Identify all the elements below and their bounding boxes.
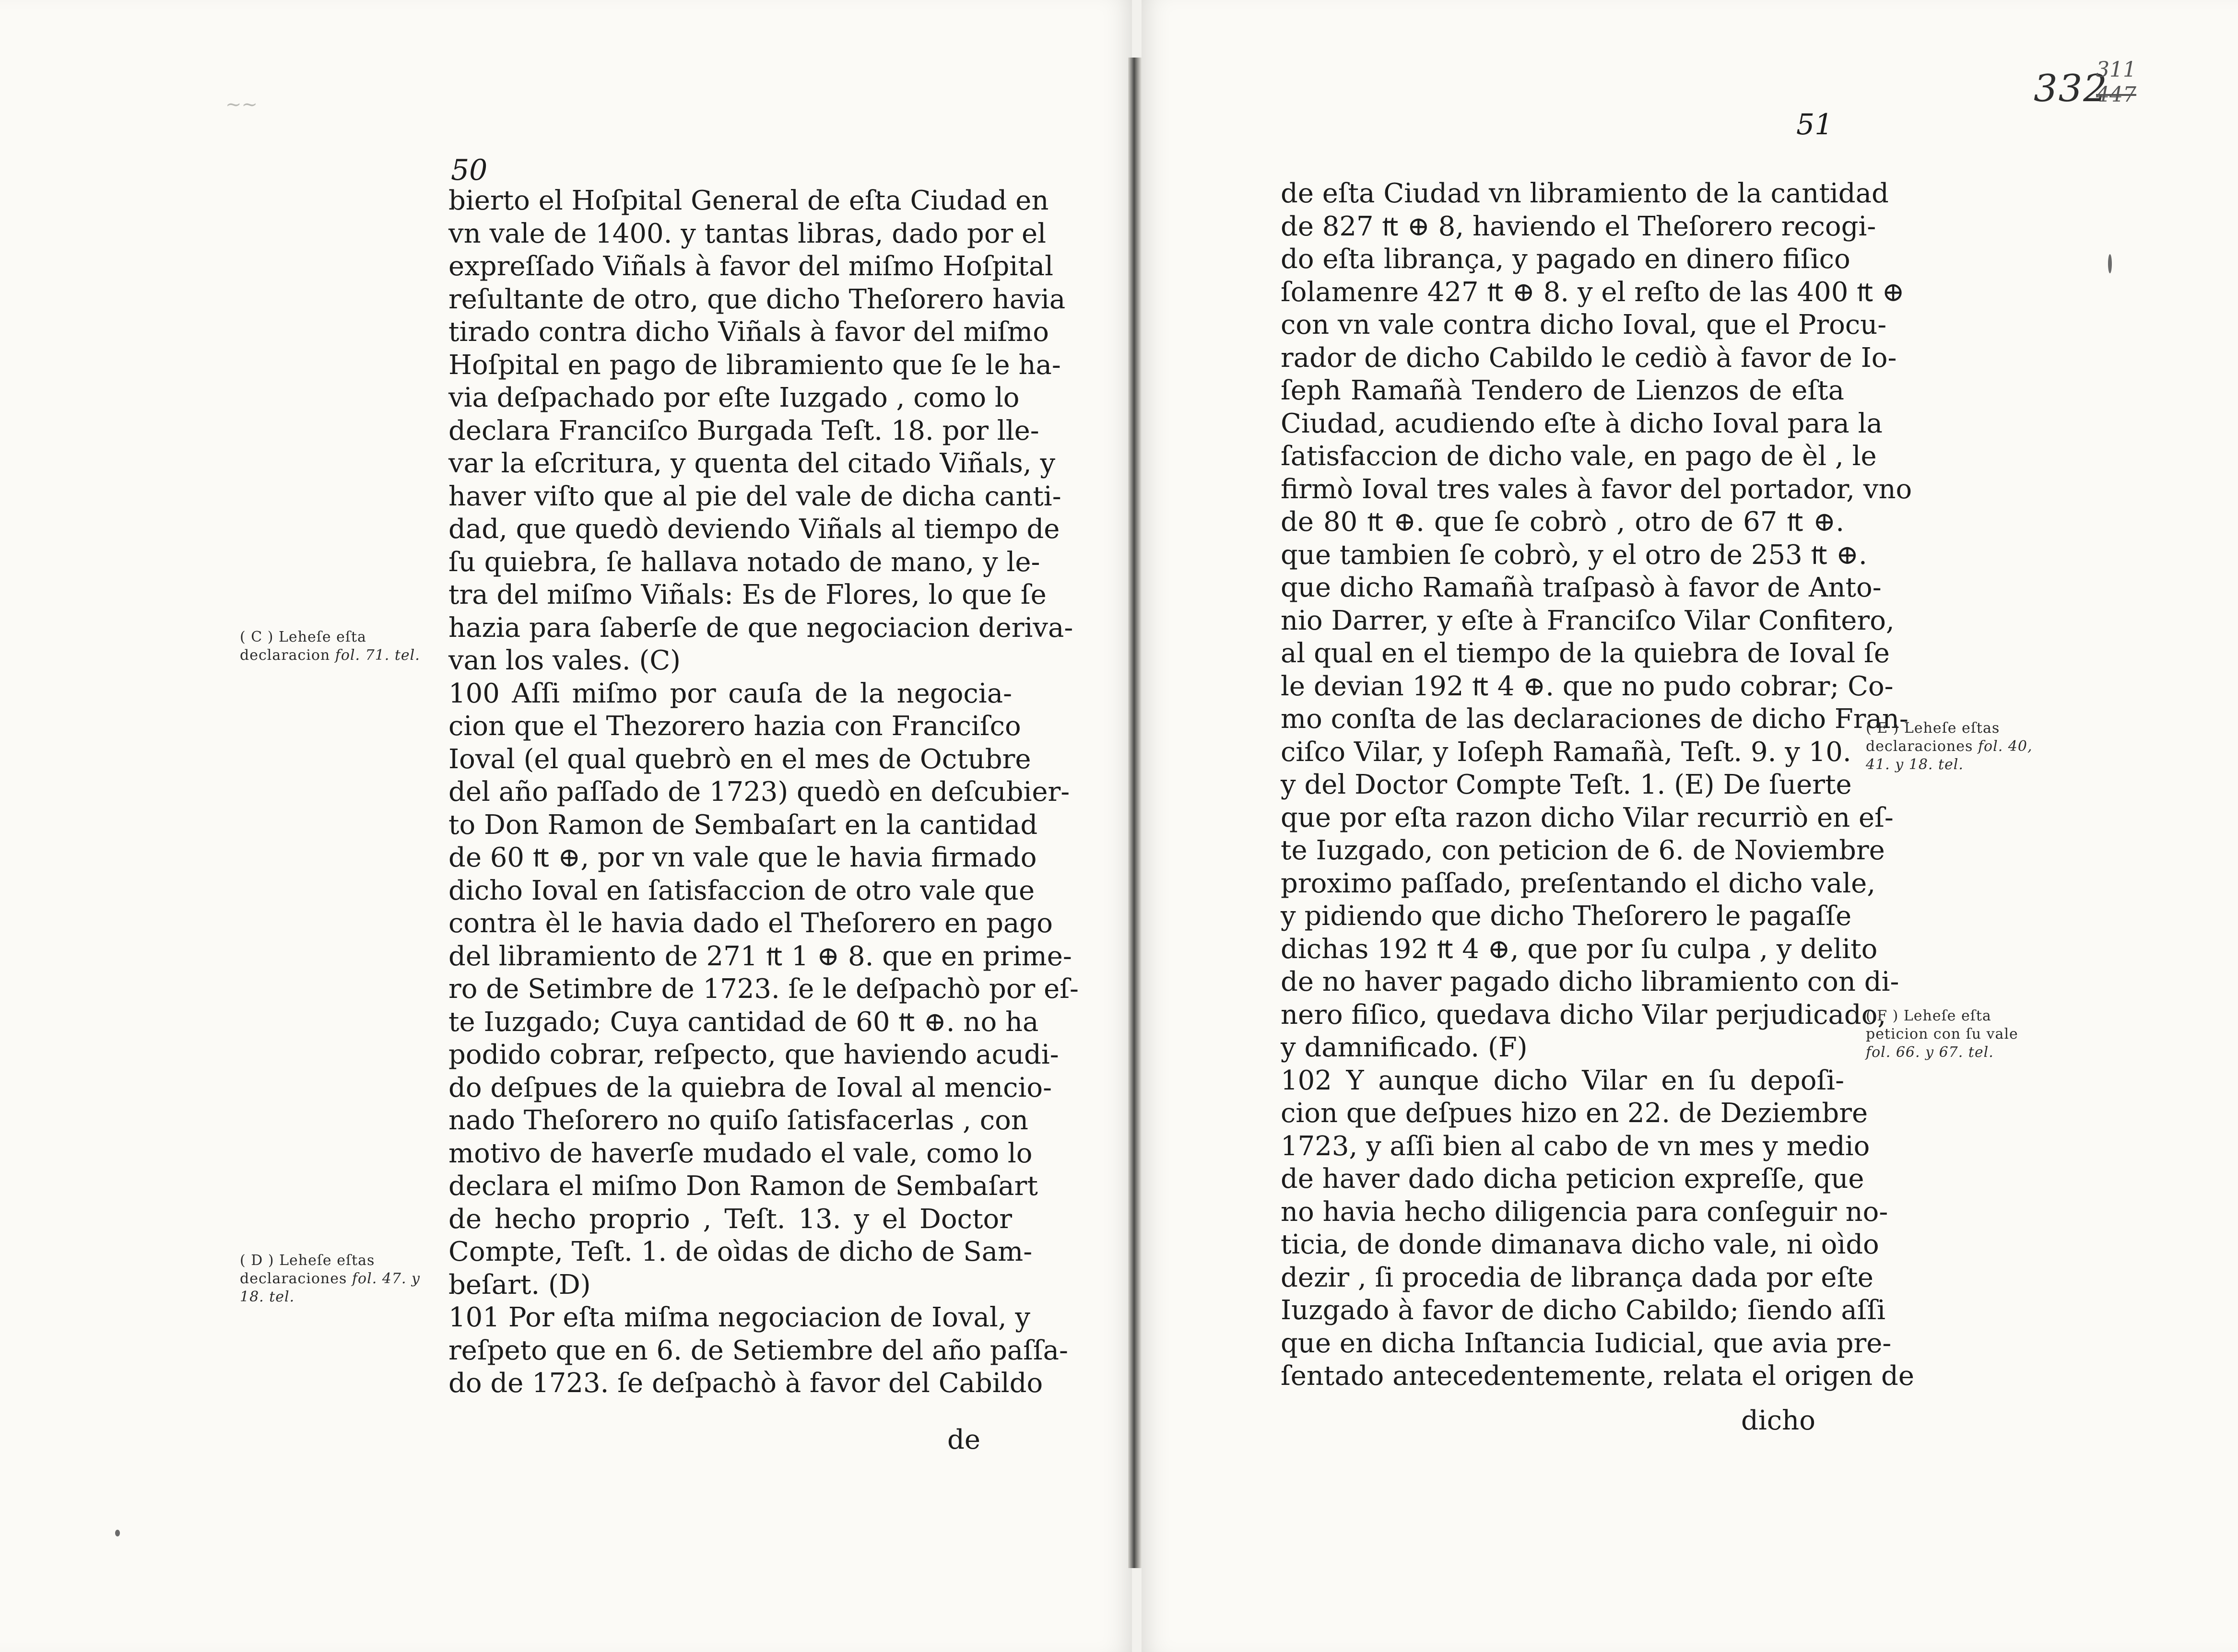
text-line: proximo paſſado, preſentando el dicho vale, xyxy=(1281,867,1876,899)
text-line: bierto el Hoſpital General de eſta Ciudad en xyxy=(448,185,1049,216)
right-catchword: dicho xyxy=(1741,1405,1815,1436)
margin-note-d-text: ( D ) Leheſe eſtas declaraciones xyxy=(240,1252,375,1287)
margin-note-c xyxy=(240,628,427,665)
text-line: de haver dado dicha peticion expreſſe, que xyxy=(1281,1163,1864,1195)
old-folio-top: 311 xyxy=(2096,58,2136,82)
text-line: de eſta Ciudad vn libramiento de la cantidad xyxy=(1281,178,1889,209)
text-line: to Don Ramon de Sembaſart en la cantidad xyxy=(448,809,1038,841)
text-line: motivo de haverſe mudado el vale, como lo xyxy=(448,1137,1033,1169)
margin-note-e xyxy=(1866,719,2048,774)
text-line: dichas 192 ₶ 4 ⊕, que por ſu culpa , y delito xyxy=(1281,933,1878,965)
text-line: nado Theſorero no quiſo ſatisfacerlas , con xyxy=(448,1105,1028,1136)
text-line: que por eſta razon dicho Vilar recurriò en eſ- xyxy=(1281,802,1894,833)
text-line: do deſpues de la quiebra de Ioval al menciο- xyxy=(448,1072,1052,1103)
text-line: de no haver pagado dicho libramiento con di- xyxy=(1281,966,1899,997)
margin-note-f-ref: fol. 66. y 67. tel. xyxy=(1866,1044,1994,1061)
text-line: declara el miſmo Don Ramon de Sembaſart xyxy=(448,1171,1038,1202)
text-line: tra del miſmo Viñals: Es de Flores, lo que ſe xyxy=(448,579,1047,610)
text-line: nio Darrer, y eſte à Franciſco Vilar Confitero, xyxy=(1281,605,1895,636)
text-line: de hecho proprio , Teſt. 13. y el Doctor xyxy=(448,1203,1012,1235)
text-line: ſu quiebra, ſe hallava notado de mano, y le- xyxy=(448,546,1040,578)
text-line: Ciudad, acudiendo eſte à dicho Ioval para la xyxy=(1281,408,1883,439)
text-line: ſentado antecedentemente, relata el origen de xyxy=(1281,1360,1915,1392)
text-line: con vn vale contra dicho Ioval, que el Procu- xyxy=(1281,309,1887,340)
old-folio-bottom: 447 xyxy=(2096,82,2136,107)
text-line: cion que el Thezorero hazia con Franciſco xyxy=(448,711,1021,742)
margin-note-f-text: ( F ) Leheſe eſta peticion con ſu vale xyxy=(1866,1008,2018,1043)
text-line: ciſco Vilar, y Ioſeph Ramañà, Teſt. 9. y 10. xyxy=(1281,736,1851,768)
right-page-text xyxy=(1281,177,1915,1393)
text-line: hazia para ſaberſe de que negociacion deriva- xyxy=(448,612,1073,644)
margin-note-e-text: ( E ) Leheſe eſtas declaraciones xyxy=(1866,720,2000,755)
left-page-text xyxy=(448,185,1079,1400)
ink-speck xyxy=(115,1530,120,1536)
text-line: cion que deſpues hizo en 22. de Deziembre xyxy=(1281,1098,1868,1129)
margin-note-c-ref: fol. 71. tel. xyxy=(335,647,420,664)
text-line: 102 Y aunque dicho Vilar en ſu depoſi- xyxy=(1281,1065,1844,1096)
text-line: y pidiendo que dicho Theſorero le pagaſſe xyxy=(1281,901,1852,932)
text-line: via deſpachado por eſte Iuzgado , como lo xyxy=(448,382,1020,413)
margin-note-d-ref: fol. 47. y 18. tel. xyxy=(240,1270,420,1305)
text-line: te Iuzgado, con peticion de 6. de Noviembre xyxy=(1281,835,1885,866)
margin-note-e-ref: fol. 40, 41. y 18. tel. xyxy=(1866,738,2033,773)
text-line: haver viſto que al pie del vale de dicha canti- xyxy=(448,480,1061,512)
text-line: Iuzgado à favor de dicho Cabildo; ſiendo aſſi xyxy=(1281,1295,1886,1326)
margin-note-c-text: ( C ) Leheſe eſta declaracion xyxy=(240,629,366,664)
text-line: declara Franciſco Burgada Teſt. 18. por lle- xyxy=(448,415,1039,446)
text-line: que en dicha Inſtancia Iudicial, que avia pre- xyxy=(1281,1327,1892,1359)
ink-smudge: ~~ xyxy=(225,94,258,116)
text-line: var la eſcritura, y quenta del citado Viñals, y xyxy=(448,448,1056,479)
text-line: y del Doctor Compte Teſt. 1. (E) De ſuerte xyxy=(1281,769,1852,800)
text-line: tirado contra dicho Viñals à favor del miſmo xyxy=(448,316,1049,348)
text-line: expreſſado Viñals à favor del miſmo Hoſpital xyxy=(448,251,1054,282)
ink-speck xyxy=(2108,254,2112,273)
text-line: y damnificado. (F) xyxy=(1281,1032,1528,1063)
text-line: dad, que quedò deviendo Viñals al tiempo de xyxy=(448,514,1060,545)
text-line: ſolamenre 427 ₶ ⊕ 8. y el reſto de las 400 ₶ ⊕ xyxy=(1281,276,1905,308)
text-line: ticia, de donde dimanava dicho vale, ni oìdo xyxy=(1281,1229,1879,1260)
struck-folio-numbers xyxy=(2096,58,2136,107)
margin-note-f xyxy=(1866,1007,2048,1062)
text-line: do eſta librança, y pagado en dinero fiſico xyxy=(1281,244,1850,275)
text-line: mo conſta de las declaraciones de dicho Fran- xyxy=(1281,703,1908,735)
text-line: 100 Aſſi miſmo por cauſa de la negocia- xyxy=(448,678,1012,709)
text-line: do de 1723. ſe deſpachò à favor del Cabildo xyxy=(448,1368,1043,1399)
text-line: que dicho Ramañà traſpasò à favor de Anto- xyxy=(1281,572,1882,603)
text-line: ro de Setimbre de 1723. ſe le deſpachò por eſ- xyxy=(448,973,1079,1005)
text-line: contra èl le havia dado el Theſorero en pago xyxy=(448,908,1053,939)
text-line: de 80 ₶ ⊕. que ſe cobrò , otro de 67 ₶ ⊕. xyxy=(1281,506,1844,538)
text-line: rador de dicho Cabildo le cediò à favor de Io- xyxy=(1281,342,1897,374)
text-line: dezir , ſi procedia de librança dada por eſte xyxy=(1281,1262,1873,1293)
text-line: reſpeto que en 6. de Setiembre del año paſſa- xyxy=(448,1335,1068,1366)
margin-note-d xyxy=(240,1252,427,1306)
text-line: del libramiento de 271 ₶ 1 ⊕ 8. que en prime- xyxy=(448,940,1072,972)
text-line: 101 Por eſta miſma negociacion de Ioval, y xyxy=(448,1302,1031,1333)
text-line: le devian 192 ₶ 4 ⊕. que no pudo cobrar; Co- xyxy=(1281,670,1894,702)
left-catchword: de xyxy=(947,1424,980,1455)
text-line: ſeph Ramañà Tendero de Lienzos de eſta xyxy=(1281,375,1844,406)
text-line: ſatisfaccion de dicho vale, en pago de èl , le xyxy=(1281,441,1877,472)
handwritten-folio-number: 332 xyxy=(2034,67,2108,110)
text-line: reſultante de otro, que dicho Theſorero havia xyxy=(448,283,1066,315)
text-line: firmò Ioval tres vales à favor del portador, vno xyxy=(1281,473,1912,505)
left-page-number: 50 xyxy=(451,153,488,187)
text-line: no havia hecho diligencia para conſeguir no- xyxy=(1281,1196,1888,1228)
text-line: Ioval (el qual quebrò en el mes de Octubre xyxy=(448,743,1031,775)
text-line: al qual en el tiempo de la quiebra de Ioval ſe xyxy=(1281,638,1890,669)
text-line: Compte, Teſt. 1. de oìdas de dicho de Sam- xyxy=(448,1236,1033,1267)
right-page-number: 51 xyxy=(1796,108,1833,141)
book-gutter xyxy=(1128,58,1142,1568)
text-line: dicho Ioval en ſatisfaccion de otro vale que xyxy=(448,875,1035,906)
text-line: 1723, y aſſi bien al cabo de vn mes y medio xyxy=(1281,1130,1870,1162)
text-line: del año paſſado de 1723) quedò en deſcubier- xyxy=(448,776,1070,808)
text-line: que tambien ſe cobrò, y el otro de 253 ₶ ⊕. xyxy=(1281,539,1867,571)
text-line: de 827 ₶ ⊕ 8, haviendo el Theſorero recogi- xyxy=(1281,211,1876,242)
text-line: Hoſpital en pago de libramiento que ſe le ha- xyxy=(448,349,1061,381)
text-line: podido cobrar, reſpecto, que haviendo acudi- xyxy=(448,1039,1059,1070)
text-line: de 60 ₶ ⊕, por vn vale que le havia firmado xyxy=(448,842,1037,873)
text-line: nero fiſico, quedava dicho Vilar perjudicado, xyxy=(1281,999,1886,1031)
text-line: te Iuzgado; Cuya cantidad de 60 ₶ ⊕. no ha xyxy=(448,1006,1039,1038)
text-line: vn vale de 1400. y tantas libras, dado por el xyxy=(448,218,1047,249)
text-line: beſart. (D) xyxy=(448,1269,591,1301)
text-line: van los vales. (C) xyxy=(448,645,681,676)
